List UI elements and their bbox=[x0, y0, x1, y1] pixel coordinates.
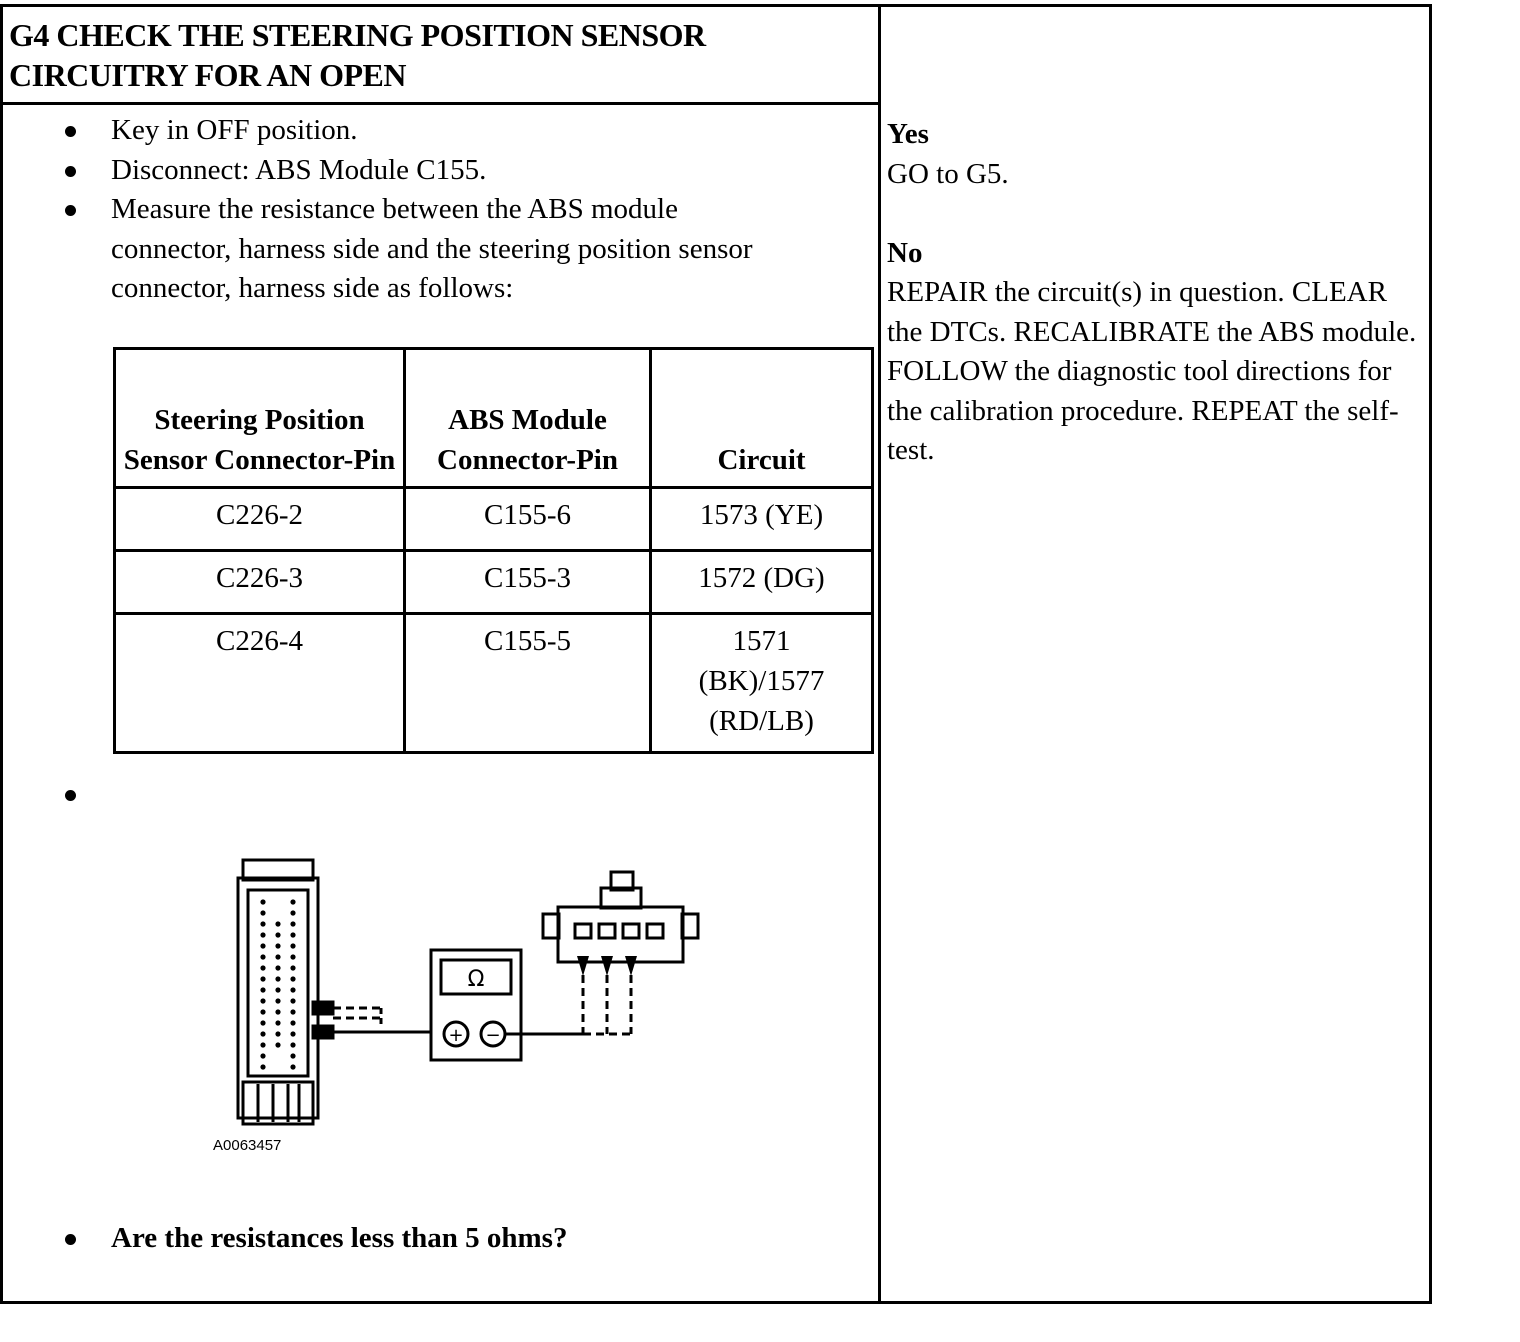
connector-pin bbox=[290, 965, 295, 970]
diagnostic-step-table bbox=[0, 4, 1432, 1304]
instruction-text: Key in OFF position. bbox=[111, 114, 358, 146]
connector-pin bbox=[260, 1053, 265, 1058]
connector-pin bbox=[290, 921, 295, 926]
cell-sensor-pin: C226-2 bbox=[115, 488, 405, 551]
step-title-line-1: G4 CHECK THE STEERING POSITION SENSOR bbox=[9, 17, 706, 53]
table-row bbox=[115, 488, 873, 551]
wiring-diagram bbox=[203, 852, 703, 1162]
connector-pin bbox=[260, 965, 265, 970]
bullet-icon bbox=[65, 205, 76, 216]
connector-pin bbox=[260, 1009, 265, 1014]
connector-pin bbox=[290, 1064, 295, 1069]
connector-pin bbox=[290, 1020, 295, 1025]
connector-pin bbox=[290, 976, 295, 981]
connector-pin bbox=[260, 1031, 265, 1036]
connector-pin bbox=[290, 987, 295, 992]
connector-pin bbox=[260, 987, 265, 992]
header-sensor-pin: Steering Position Sensor Connector-Pin bbox=[115, 349, 405, 488]
negative-terminal: − bbox=[485, 1025, 501, 1046]
connector-pin bbox=[290, 943, 295, 948]
connector-pin bbox=[275, 943, 280, 948]
table-header-row bbox=[115, 349, 873, 488]
connector-pin bbox=[290, 954, 295, 959]
cell-sensor-pin: C226-4 bbox=[115, 614, 405, 753]
bullet-icon bbox=[65, 790, 76, 801]
connector-pin bbox=[260, 932, 265, 937]
ohm-symbol: Ω bbox=[467, 967, 485, 992]
yes-action: GO to G5. bbox=[887, 157, 1009, 190]
connector-pins bbox=[260, 899, 295, 1069]
yes-label: Yes bbox=[887, 118, 929, 150]
connector-pin bbox=[290, 932, 295, 937]
pin-measurement-table bbox=[113, 347, 874, 754]
connector-pin bbox=[275, 1009, 280, 1014]
instruction-text: Disconnect: ABS Module C155. bbox=[111, 153, 487, 186]
header-module-pin: ABS Module Connector-Pin bbox=[405, 349, 651, 488]
no-label: No bbox=[887, 236, 923, 269]
instruction-item bbox=[3, 111, 873, 151]
connector-pin bbox=[275, 1031, 280, 1036]
connector-pin bbox=[260, 1020, 265, 1025]
connector-pin bbox=[290, 899, 295, 904]
connector-pin bbox=[290, 1053, 295, 1058]
connector-pin bbox=[275, 954, 280, 959]
connector-pin bbox=[275, 998, 280, 1003]
connector-pin bbox=[275, 987, 280, 992]
connector-pin bbox=[260, 899, 265, 904]
connector-pin bbox=[260, 1042, 265, 1047]
instruction-text: Measure the resistance between the ABS module connector, harness side and the steering position sensor connector, harness side as follows: bbox=[111, 193, 753, 304]
cell-circuit: 1572 (DG) bbox=[651, 551, 873, 614]
connector-pin bbox=[275, 1020, 280, 1025]
connector-pin bbox=[275, 1042, 280, 1047]
connector-pin bbox=[275, 932, 280, 937]
header-circuit: Circuit bbox=[651, 349, 873, 488]
title-divider bbox=[3, 102, 878, 105]
steering-sensor-connector-icon bbox=[543, 872, 698, 962]
question-text: Are the resistances less than 5 ohms? bbox=[111, 1222, 568, 1254]
connector-pin bbox=[260, 954, 265, 959]
probe-tips bbox=[577, 956, 637, 976]
connector-pin bbox=[260, 976, 265, 981]
cell-module-pin: C155-6 bbox=[405, 488, 651, 551]
instruction-list bbox=[3, 111, 873, 309]
connector-pin bbox=[260, 910, 265, 915]
test-leads-sensor bbox=[505, 962, 631, 1034]
cell-module-pin: C155-5 bbox=[405, 614, 651, 753]
connector-pin bbox=[275, 921, 280, 926]
step-title bbox=[9, 15, 869, 95]
instruction-item bbox=[3, 190, 873, 309]
connector-pin bbox=[290, 1042, 295, 1047]
connector-pin bbox=[260, 1064, 265, 1069]
connector-pin bbox=[290, 1009, 295, 1014]
cell-circuit: 1573 (YE) bbox=[651, 488, 873, 551]
question-item bbox=[3, 1219, 971, 1259]
connector-pin bbox=[260, 921, 265, 926]
bullet-icon bbox=[65, 126, 76, 137]
cell-circuit: 1571 (BK)/1577 (RD/LB) bbox=[651, 614, 873, 753]
column-divider bbox=[878, 7, 881, 1301]
cell-sensor-pin: C226-3 bbox=[115, 551, 405, 614]
connector-pin bbox=[275, 965, 280, 970]
connector-pin bbox=[290, 1031, 295, 1036]
instruction-item bbox=[3, 151, 873, 191]
table-row bbox=[115, 614, 873, 753]
bullet-icon bbox=[65, 1234, 76, 1245]
results-column bbox=[887, 115, 1417, 471]
connector-pin bbox=[260, 998, 265, 1003]
connector-pin bbox=[275, 976, 280, 981]
bullet-icon bbox=[65, 166, 76, 177]
table-row bbox=[115, 551, 873, 614]
connector-pin bbox=[290, 910, 295, 915]
test-leads-module bbox=[313, 1002, 431, 1038]
no-action: REPAIR the circuit(s) in question. CLEAR the DTCs. RECALIBRATE the ABS module. FOLLOW the diagnostic tool directions for the calibration procedure. REPEAT the self-test. bbox=[887, 276, 1417, 466]
connector-pin bbox=[290, 998, 295, 1003]
positive-terminal: + bbox=[448, 1025, 464, 1046]
cell-module-pin: C155-3 bbox=[405, 551, 651, 614]
step-title-line-2: CIRCUITRY FOR AN OPEN bbox=[9, 57, 406, 93]
figure-id: A0063457 bbox=[213, 1137, 282, 1154]
connector-pin bbox=[260, 943, 265, 948]
